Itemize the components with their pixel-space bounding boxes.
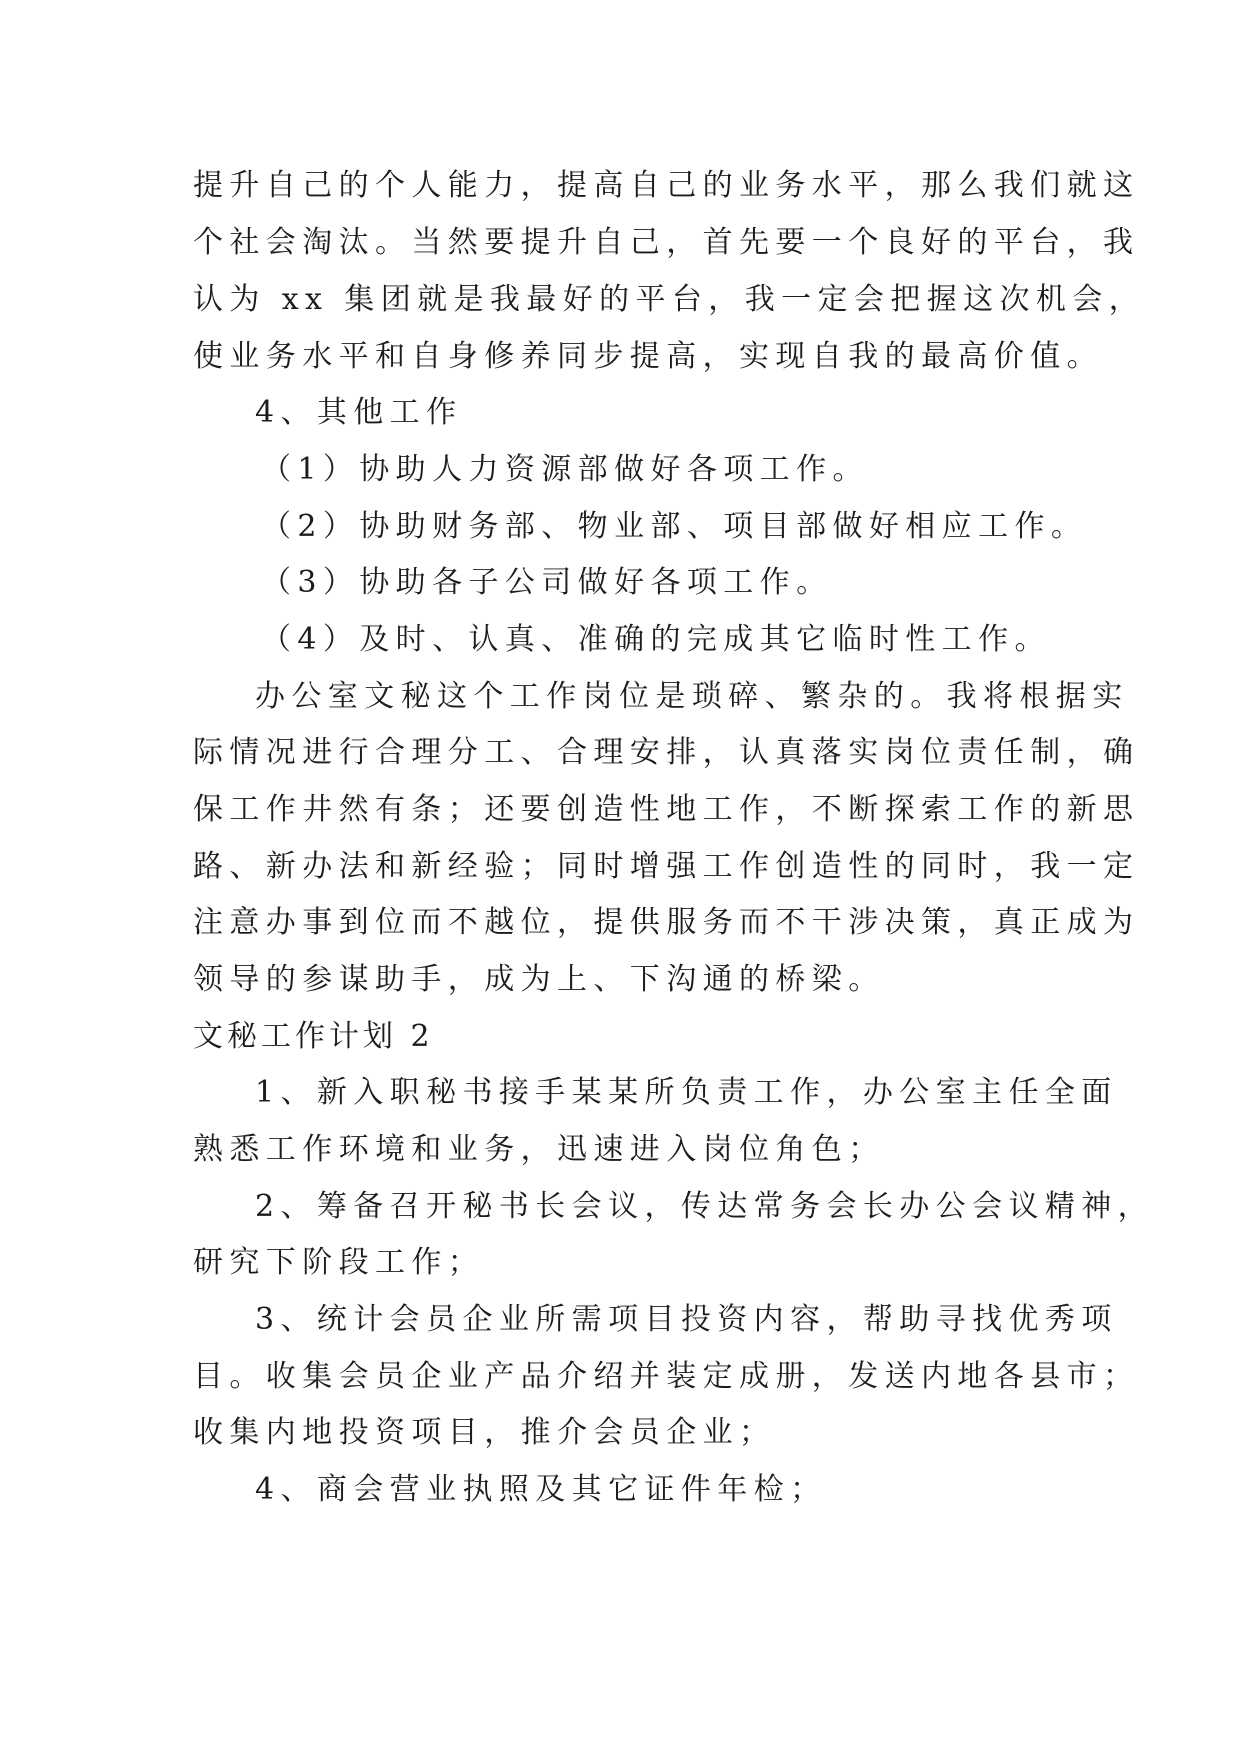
body-text-line: 际情况进行合理分工、合理安排，认真落实岗位责任制，确 (193, 735, 1140, 770)
section-title: 文秘工作计划 2 (193, 1019, 434, 1054)
body-text-line: 4、商会营业执照及其它证件年检； (255, 1472, 827, 1507)
body-text-line: 3、统计会员企业所需项目投资内容，帮助寻找优秀项 (255, 1302, 1118, 1337)
body-text-line: 1、新入职秘书接手某某所负责工作，办公室主任全面 (255, 1075, 1118, 1110)
body-text-line: 研究下阶段工作； (193, 1245, 485, 1280)
body-text-line: 个社会淘汰。当然要提升自己，首先要一个良好的平台，我 (193, 225, 1140, 260)
list-item: （2）协助财务部、物业部、项目部做好相应工作。 (261, 509, 1088, 544)
body-text-line: 收集内地投资项目，推介会员企业； (193, 1415, 776, 1450)
body-text-line: 使业务水平和自身修养同步提高，实现自我的最高价值。 (193, 339, 1103, 374)
body-text-line: 提升自己的个人能力，提高自己的业务水平，那么我们就这 (193, 168, 1140, 203)
body-text-line: 领导的参谋助手，成为上、下沟通的桥梁。 (193, 962, 885, 997)
body-text-line: 保工作井然有条；还要创造性地工作，不断探索工作的新思 (193, 792, 1140, 827)
body-text-line: 路、新办法和新经验；同时增强工作创造性的同时，我一定 (193, 849, 1140, 884)
list-heading: 4、其他工作 (255, 395, 463, 430)
body-text-line: 2、筹备召开秘书长会议，传达常务会长办公会议精神， (255, 1189, 1155, 1224)
body-text-line: 办公室文秘这个工作岗位是琐碎、繁杂的。我将根据实 (255, 679, 1129, 714)
list-item: （1）协助人力资源部做好各项工作。 (261, 452, 869, 487)
body-text-line: 目。收集会员企业产品介绍并装定成册，发送内地各县市； (193, 1359, 1140, 1394)
body-text-line: 熟悉工作环境和业务，迅速进入岗位角色； (193, 1132, 885, 1167)
list-item: （4）及时、认真、准确的完成其它临时性工作。 (261, 622, 1051, 657)
body-text-line: 注意办事到位而不越位，提供服务而不干涉决策，真正成为 (193, 905, 1140, 940)
body-text-line: 认为 xx 集团就是我最好的平台，我一定会把握这次机会， (193, 282, 1146, 317)
list-item: （3）协助各子公司做好各项工作。 (261, 565, 833, 600)
